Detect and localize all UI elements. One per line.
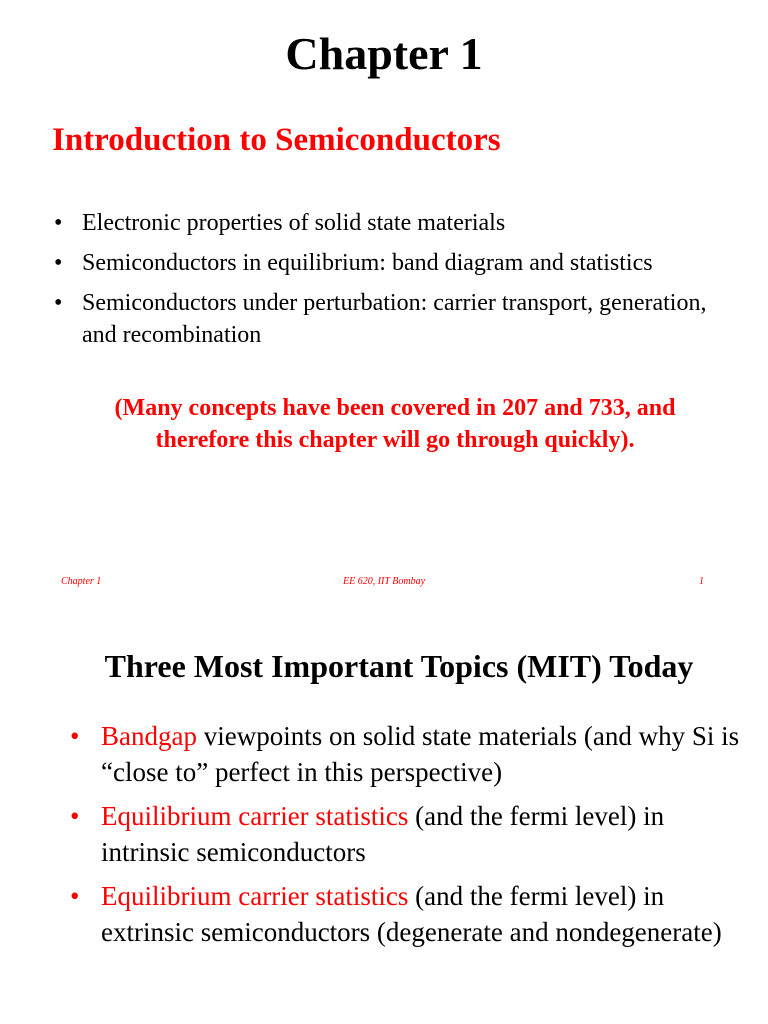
note-line-2: therefore this chapter will go through quickly).: [155, 427, 635, 453]
topic-list: [70, 718, 750, 958]
bullet-icon: •: [54, 250, 63, 276]
list-item: [70, 718, 750, 790]
topic-text: (and the fermi level) in extrinsic semiconductors (degenerate and nondegenerate): [101, 881, 722, 947]
list-item: [70, 798, 750, 870]
bullet-icon: •: [54, 290, 63, 316]
list-item: [52, 247, 742, 279]
note: [60, 392, 730, 456]
list-item: [52, 287, 742, 351]
slide-title: Three Most Important Topics (MIT) Today: [104, 648, 694, 684]
note-line-1: (Many concepts have been covered in 207 and 733, and: [114, 395, 676, 421]
topic-highlight: Equilibrium carrier statistics: [101, 881, 409, 911]
topic-highlight: Equilibrium carrier statistics: [101, 801, 409, 831]
section-heading: Introduction to Semiconductors: [52, 122, 501, 158]
bullet-icon: •: [54, 210, 63, 236]
topic-highlight: Bandgap: [101, 721, 197, 751]
slide-2: [0, 600, 768, 1024]
list-item: [70, 878, 750, 950]
bullet-text: Semiconductors under perturbation: carrier transport, generation, and recombination: [82, 290, 707, 348]
bullet-icon: •: [70, 881, 80, 911]
chapter-title: Chapter 1: [285, 28, 483, 79]
bullet-text: Electronic properties of solid state materials: [82, 210, 506, 236]
bullet-text: Semiconductors in equilibrium: band diagram and statistics: [82, 250, 653, 276]
footer-chapter: Chapter 1: [61, 576, 102, 587]
bullet-list: [52, 207, 742, 359]
footer-page-number: 1: [699, 576, 704, 587]
topic-text: (and the fermi level) in intrinsic semiconductors: [101, 801, 665, 867]
bullet-icon: •: [70, 801, 80, 831]
topic-text: viewpoints on solid state materials (and why Si is “close to” perfect in this perspective): [101, 721, 740, 787]
bullet-icon: •: [70, 721, 80, 751]
list-item: [52, 207, 742, 239]
footer-course: EE 620, IIT Bombay: [342, 576, 426, 587]
